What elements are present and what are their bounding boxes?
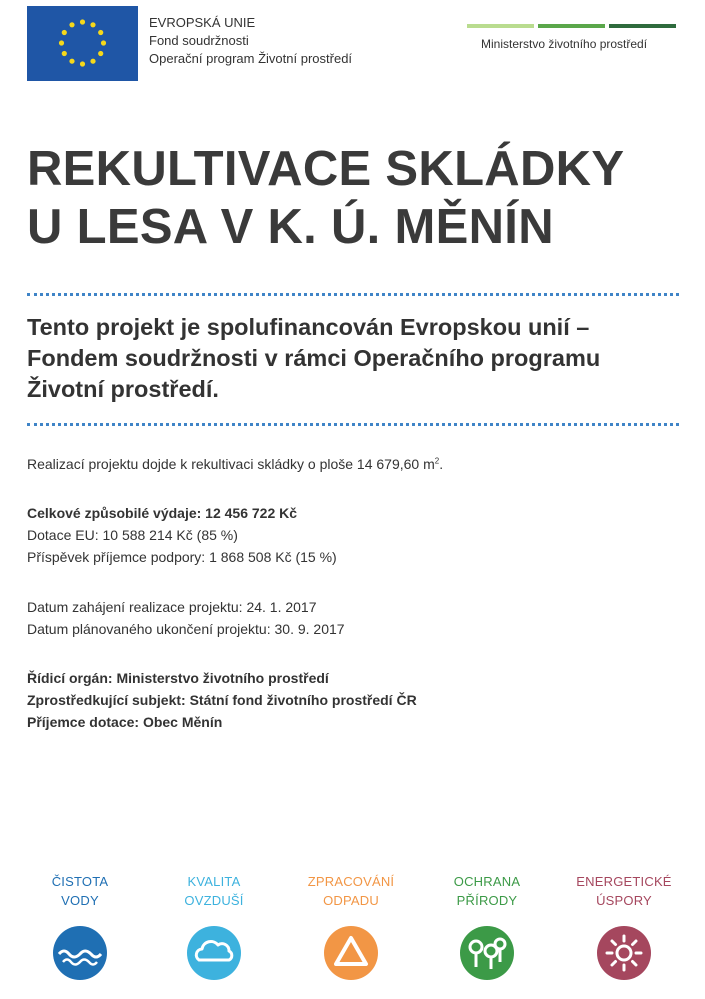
- dates-block: [27, 596, 345, 640]
- category-energy: [569, 872, 679, 982]
- category-waste: [296, 872, 406, 982]
- cloud-icon: [185, 924, 243, 982]
- eu-subsidy: Dotace EU: 10 588 214 Kč (85 %): [27, 527, 238, 543]
- eu-line-program: Operační program Životní prostředí: [149, 51, 353, 66]
- category-water-line-1: ČISTOTA: [51, 874, 109, 889]
- subtitle-line-1: Tento projekt je spolufinancován Evropskou unií –: [27, 314, 590, 340]
- trees-icon: [458, 924, 516, 982]
- ministry-line-dark: [609, 24, 676, 28]
- category-waste-line-1: ZPRACOVÁNÍ: [307, 874, 395, 889]
- sun-icon: [595, 924, 653, 982]
- eu-line-fund: Fond soudržnosti: [149, 33, 249, 48]
- area-text: Realizací projektu dojde k rekultivaci skládky o ploše 14 679,60 m: [27, 456, 435, 472]
- area-paragraph: [27, 453, 443, 475]
- category-water: [25, 872, 135, 982]
- title-line-1: REKULTIVACE SKLÁDKY: [27, 142, 625, 196]
- category-energy-line-1: ENERGETICKÉ: [576, 874, 672, 889]
- category-air-line-1: KVALITA: [187, 874, 241, 889]
- category-air-line-2: OVZDUŠÍ: [184, 893, 244, 908]
- ministry-logo-lines: [467, 24, 676, 28]
- title-line-2: U LESA V K. Ú. MĚNÍN: [27, 200, 554, 254]
- area-end: .: [439, 456, 444, 472]
- subtitle-line-2: Fondem soudržnosti v rámci Operačního programu: [27, 345, 601, 371]
- subtitle-line-3: Životní prostředí.: [27, 376, 219, 402]
- category-nature: [432, 872, 542, 982]
- intermediate-body: Zprostředkující subjekt: Státní fond životního prostředí ČR: [27, 692, 417, 708]
- eu-stars-icon: [27, 6, 138, 81]
- area-unit-sup: 2: [434, 456, 440, 466]
- dotted-divider-top: [27, 293, 679, 296]
- recipient: Příjemce dotace: Obec Měnín: [27, 714, 223, 730]
- total-costs: Celkové způsobilé výdaje: 12 456 722 Kč: [27, 505, 298, 521]
- ministry-line-light: [467, 24, 534, 28]
- managing-body: Řídicí orgán: Ministerstvo životního prostředí: [27, 670, 329, 686]
- category-waste-line-2: ODPADU: [323, 893, 379, 908]
- category-nature-line-2: PŘÍRODY: [456, 893, 518, 908]
- start-date: Datum zahájení realizace projektu: 24. 1. 2017: [27, 599, 317, 615]
- eu-flag: [27, 6, 138, 81]
- cofinancing-statement: [27, 312, 687, 405]
- page-title: [27, 140, 624, 256]
- category-nature-line-1: OCHRANA: [453, 874, 521, 889]
- dotted-divider-bottom: [27, 423, 679, 426]
- eu-line-union: EVROPSKÁ UNIE: [149, 15, 256, 30]
- ministry-line-mid: [538, 24, 605, 28]
- recycle-triangle-icon: [322, 924, 380, 982]
- bodies-block: [27, 667, 417, 733]
- end-date: Datum plánovaného ukončení projektu: 30. 9. 2017: [27, 621, 345, 637]
- costs-block: [27, 502, 337, 568]
- category-energy-line-2: ÚSPORY: [596, 893, 652, 908]
- recipient-contribution: Příspěvek příjemce podpory: 1 868 508 Kč (15 %): [27, 549, 337, 565]
- category-water-line-2: VODY: [61, 893, 99, 908]
- water-icon: [51, 924, 109, 982]
- category-air: [159, 872, 269, 982]
- eu-program-text: [149, 14, 352, 68]
- ministry-name: Ministerstvo životního prostředí: [481, 37, 648, 51]
